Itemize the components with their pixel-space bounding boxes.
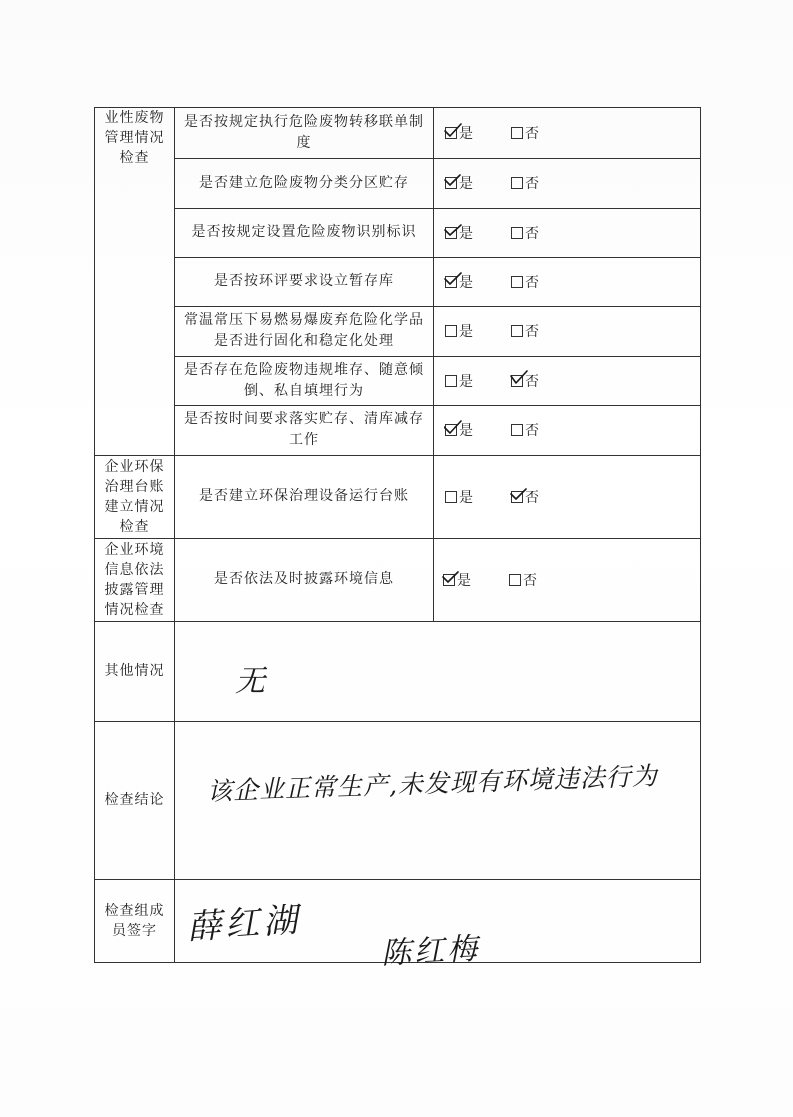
checkbox[interactable] bbox=[511, 325, 523, 337]
checkbox[interactable] bbox=[511, 227, 523, 239]
question-cell bbox=[175, 306, 433, 356]
option-label: 否 bbox=[525, 176, 539, 192]
check-mark-icon bbox=[510, 370, 528, 386]
option-label: 是 bbox=[459, 324, 473, 340]
option-label: 否 bbox=[523, 572, 537, 589]
column-divider bbox=[433, 108, 434, 621]
row-divider bbox=[95, 879, 701, 880]
section-label: 检查组成员签字 bbox=[104, 903, 165, 939]
question-text: 是否存在危险废物违规堆存、随意倾倒、私自填埋行为 bbox=[184, 361, 424, 399]
checkbox[interactable] bbox=[511, 424, 523, 436]
question-cell bbox=[175, 405, 433, 455]
answer-options bbox=[445, 306, 539, 356]
answer-options bbox=[445, 356, 539, 405]
answer-options bbox=[445, 208, 539, 257]
answer-options bbox=[445, 455, 539, 538]
option-label: 是 bbox=[459, 225, 473, 242]
section-ledger bbox=[95, 455, 174, 538]
option-yes[interactable] bbox=[445, 321, 473, 341]
checkbox[interactable] bbox=[445, 491, 457, 503]
checkbox[interactable] bbox=[509, 574, 521, 586]
option-label: 否 bbox=[525, 489, 539, 506]
section-signatures bbox=[95, 879, 174, 963]
section-label: 其他情况 bbox=[104, 663, 165, 679]
section-conclusion bbox=[95, 721, 174, 879]
checkbox[interactable] bbox=[445, 177, 457, 189]
option-label: 是 bbox=[459, 274, 473, 291]
option-yes[interactable] bbox=[445, 371, 473, 391]
check-mark-icon bbox=[444, 419, 462, 435]
question-cell bbox=[175, 108, 433, 158]
question-text: 是否按环评要求设立暂存库 bbox=[214, 273, 394, 289]
section-other bbox=[95, 621, 174, 721]
checkbox[interactable] bbox=[445, 424, 457, 436]
checkbox[interactable] bbox=[445, 127, 457, 139]
row-divider bbox=[95, 621, 701, 622]
section-label: 企业环境信息依法披露管理情况检查 bbox=[104, 541, 165, 618]
answer-options bbox=[445, 108, 539, 158]
question-text: 是否按时间要求落实贮存、清库减存工作 bbox=[184, 411, 424, 448]
section-hazardous-waste bbox=[95, 108, 174, 455]
check-mark-icon bbox=[444, 222, 462, 238]
signature-2: 陈红梅 bbox=[380, 931, 482, 972]
question-cell bbox=[175, 257, 433, 306]
question-text: 是否建立环保治理设备运行台账 bbox=[199, 488, 409, 504]
option-no[interactable] bbox=[511, 420, 539, 440]
checkbox[interactable] bbox=[445, 325, 457, 337]
option-no[interactable] bbox=[511, 487, 539, 507]
option-label: 否 bbox=[525, 423, 539, 439]
section-disclosure bbox=[95, 538, 174, 621]
section-label: 检查结论 bbox=[104, 792, 165, 808]
option-label: 否 bbox=[525, 225, 539, 242]
question-text: 是否建立危险废物分类分区贮存 bbox=[199, 174, 409, 191]
row-divider bbox=[95, 721, 701, 722]
option-no[interactable] bbox=[511, 123, 539, 143]
checkbox[interactable] bbox=[511, 276, 523, 288]
option-no[interactable] bbox=[511, 223, 539, 243]
check-mark-icon bbox=[442, 569, 460, 585]
option-no[interactable] bbox=[511, 173, 539, 193]
option-yes[interactable] bbox=[445, 487, 473, 507]
option-label: 否 bbox=[525, 274, 539, 291]
option-yes[interactable] bbox=[445, 223, 473, 243]
checkbox[interactable] bbox=[445, 276, 457, 288]
option-yes[interactable] bbox=[443, 570, 471, 590]
check-mark-icon bbox=[444, 172, 462, 188]
option-label: 否 bbox=[525, 126, 539, 142]
option-yes[interactable] bbox=[445, 420, 473, 440]
inspection-form-table bbox=[94, 107, 701, 972]
question-text: 是否按规定执行危险废物转移联单制度 bbox=[184, 114, 424, 151]
answer-options bbox=[445, 257, 539, 306]
question-cell bbox=[175, 158, 433, 208]
answer-options bbox=[443, 538, 537, 621]
option-label: 是 bbox=[459, 423, 473, 439]
option-label: 否 bbox=[525, 373, 539, 390]
checkbox[interactable] bbox=[511, 491, 523, 503]
section-label: 企业环保治理台账建立情况检查 bbox=[104, 458, 165, 535]
check-mark-icon bbox=[510, 486, 528, 502]
option-no[interactable] bbox=[511, 371, 539, 391]
question-cell bbox=[175, 356, 433, 405]
question-text: 常温常压下易燃易爆废弃危险化学品是否进行固化和稳定化处理 bbox=[184, 312, 424, 349]
option-label: 是 bbox=[459, 176, 473, 192]
option-no[interactable] bbox=[511, 272, 539, 292]
question-text: 是否按规定设置危险废物识别标识 bbox=[191, 224, 417, 240]
checkbox[interactable] bbox=[445, 227, 457, 239]
option-no[interactable] bbox=[511, 321, 539, 341]
question-text: 是否依法及时披露环境信息 bbox=[214, 571, 394, 587]
option-label: 是 bbox=[459, 373, 473, 390]
question-cell bbox=[175, 455, 433, 538]
answer-options bbox=[445, 405, 539, 455]
option-label: 是 bbox=[457, 572, 471, 589]
checkbox[interactable] bbox=[443, 574, 455, 586]
checkbox[interactable] bbox=[511, 375, 523, 387]
option-yes[interactable] bbox=[445, 123, 473, 143]
option-yes[interactable] bbox=[445, 272, 473, 292]
option-no[interactable] bbox=[509, 570, 537, 590]
option-label: 否 bbox=[525, 324, 539, 340]
checkbox[interactable] bbox=[445, 375, 457, 387]
question-cell bbox=[175, 538, 433, 621]
section-label: 业性废物管理情况检查 bbox=[104, 110, 165, 166]
option-yes[interactable] bbox=[445, 173, 473, 193]
check-mark-icon bbox=[444, 122, 462, 138]
check-mark-icon bbox=[444, 271, 462, 287]
checkbox[interactable] bbox=[511, 127, 523, 139]
handwritten-conclusion: 该企业正常生产,未发现有环境违法行为 bbox=[206, 761, 659, 806]
signature-1: 薛红湖 bbox=[185, 900, 303, 948]
option-label: 是 bbox=[459, 126, 473, 142]
handwritten-other: 无 bbox=[235, 664, 265, 699]
option-label: 是 bbox=[459, 489, 473, 506]
checkbox[interactable] bbox=[511, 177, 523, 189]
question-cell bbox=[175, 208, 433, 257]
answer-options bbox=[445, 158, 539, 208]
